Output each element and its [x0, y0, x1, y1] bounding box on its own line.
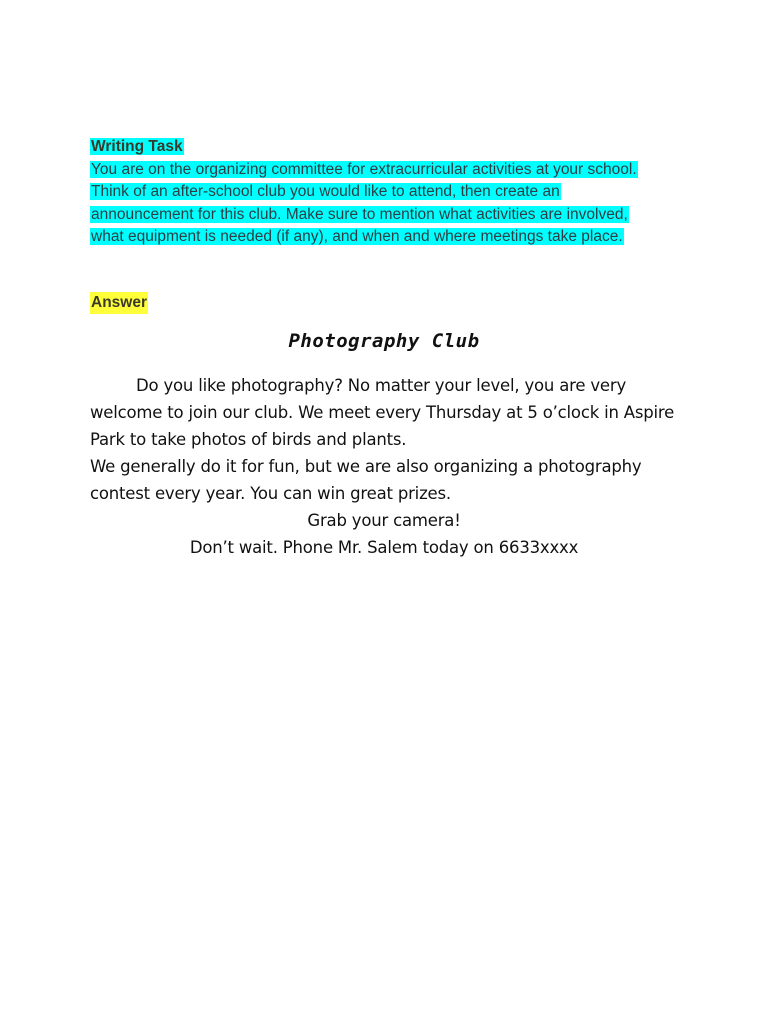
task-line: You are on the organizing committee for extracurricular activities at your school. — [91, 160, 637, 178]
writing-task-label: Writing Task — [91, 138, 183, 155]
task-line: what equipment is needed (if any), and when and where meetings take place. — [91, 228, 623, 245]
body-line: welcome to join our club. We meet every Thursday at 5 o’clock in Aspire — [90, 403, 675, 422]
body-line-centered: Don’t wait. Phone Mr. Salem today on 6633xxxx — [189, 538, 579, 557]
body-line: We generally do it for fun, but we are also organizing a photography — [90, 457, 642, 476]
body-line: contest every year. You can win great prizes. — [90, 484, 451, 503]
task-line: Think of an after-school club you would like to attend, then create an — [91, 183, 560, 200]
body-line: Do you like photography? No matter your level, you are very — [136, 376, 627, 395]
answer-label: Answer — [90, 292, 148, 314]
writing-task-block — [90, 136, 690, 249]
task-line: announcement for this club. Make sure to mention what activities are involved, — [91, 205, 628, 223]
announcement-body — [90, 372, 690, 561]
body-line: Park to take photos of birds and plants. — [90, 430, 407, 449]
club-title: Photography Club — [288, 330, 480, 352]
body-line-centered: Grab your camera! — [307, 511, 461, 530]
